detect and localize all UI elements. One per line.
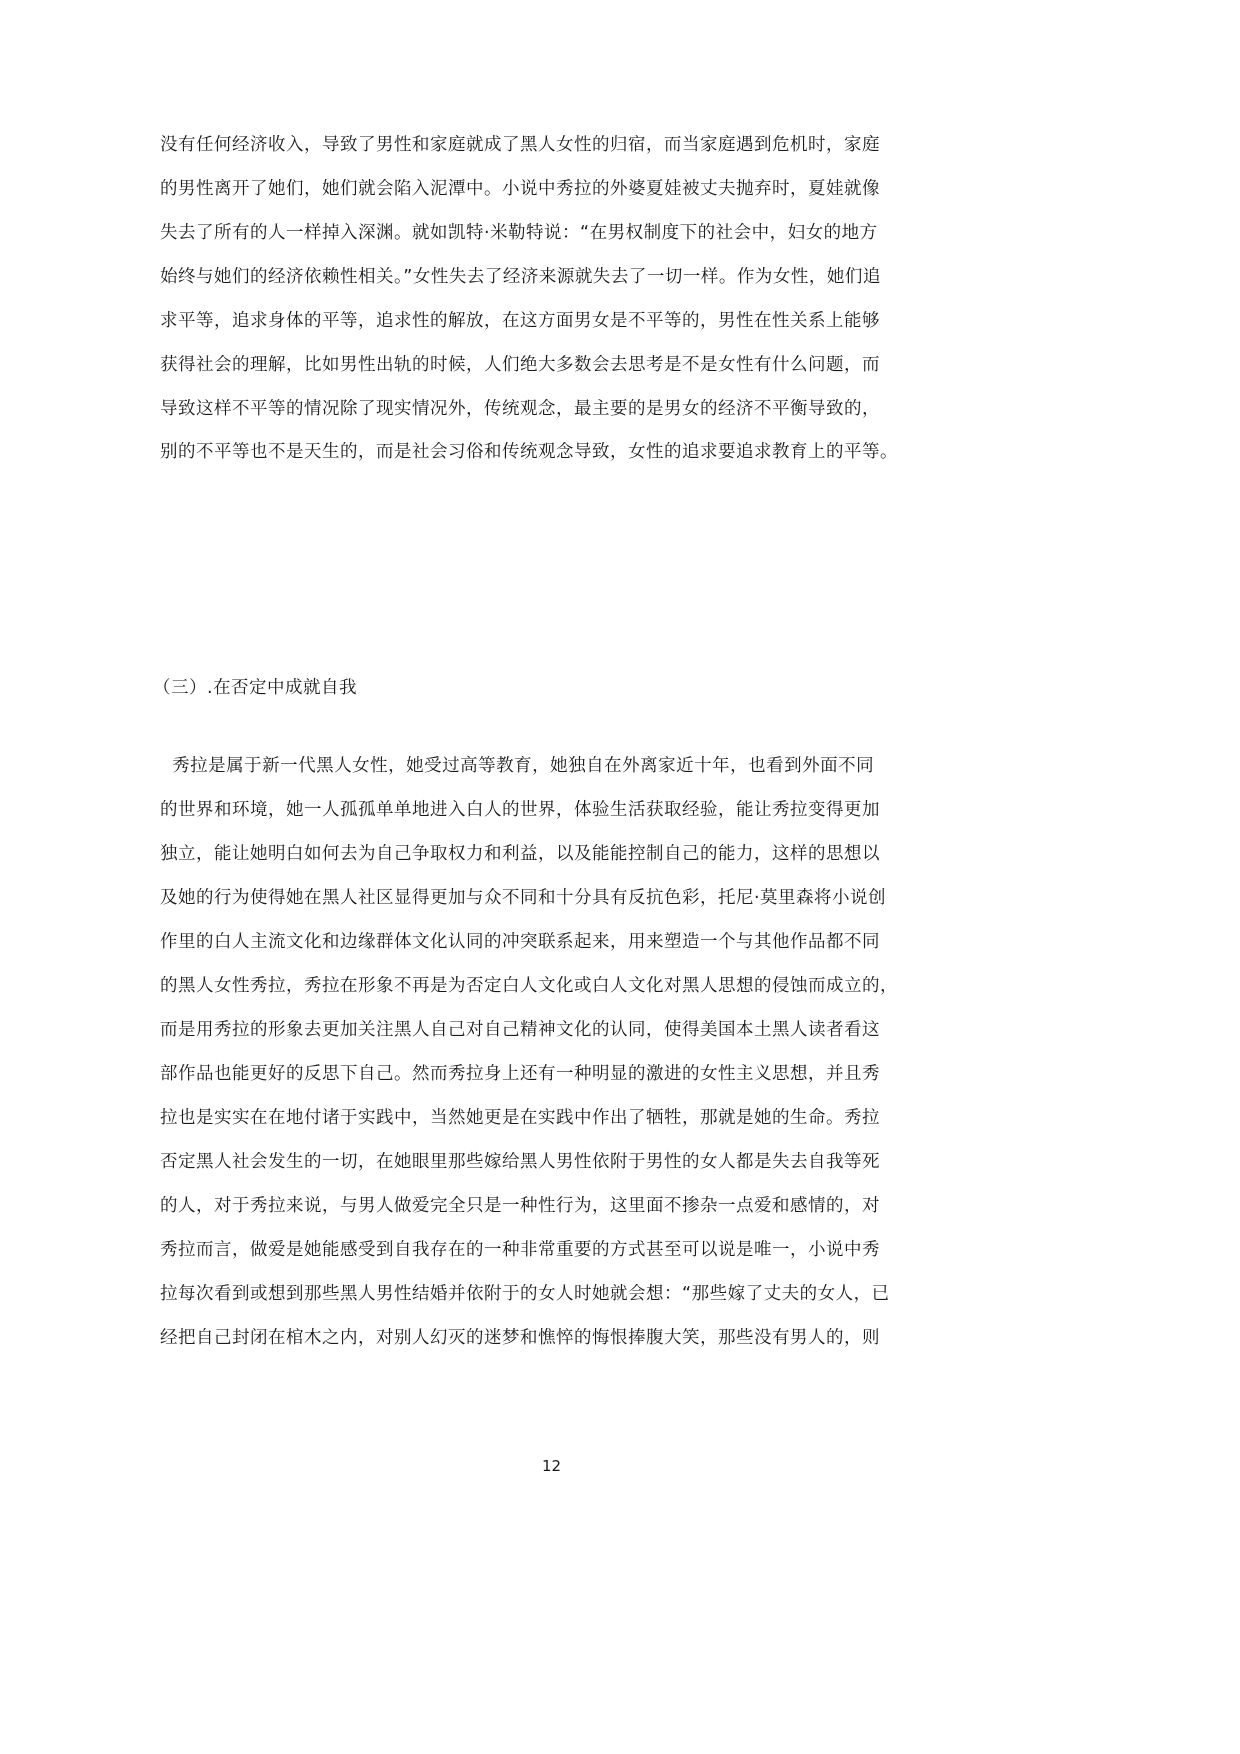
text-line: 经把自己封闭在棺木之内，对别人幻灭的迷梦和憔悴的悔恨捧腹大笑，那些没有男人的，则	[160, 1328, 880, 1348]
text-line: 的世界和环境，她一人孤孤单单地进入白人的世界，体验生活获取经验，能让秀拉变得更加	[160, 800, 880, 820]
text-line: 秀拉是属于新一代黑人女性，她受过高等教育，她独自在外离家近十年，也看到外面不同	[160, 756, 875, 776]
text-line: 拉每次看到或想到那些黑人男性结婚并依附于的女人时她就会想：“那些嫁了丈夫的女人，已	[160, 1284, 890, 1304]
text-line: 部作品也能更好的反思下自己。然而秀拉身上还有一种明显的激进的女性主义思想，并且秀	[160, 1064, 880, 1084]
text-line: 的男性离开了她们，她们就会陷入泥潭中。小说中秀拉的外婆夏娃被丈夫抛弃时，夏娃就像	[160, 179, 880, 199]
text-line: 别的不平等也不是天生的，而是社会习俗和传统观念导致，女性的追求要追求教育上的平等。	[160, 442, 898, 462]
text-line: 的人，对于秀拉来说，与男人做爱完全只是一种性行为，这里面不掺杂一点爱和感情的，对	[160, 1196, 880, 1216]
text-line: 始终与她们的经济依赖性相关。”女性失去了经济来源就失去了一切一样。作为女性，她们追	[160, 267, 881, 287]
text-line: 没有任何经济收入，导致了男性和家庭就成了黑人女性的归宿，而当家庭遇到危机时，家庭	[160, 135, 880, 155]
section-heading: （三）.在否定中成就自我	[153, 678, 358, 698]
text-line: 作里的白人主流文化和边缘群体文化认同的冲突联系起来，用来塑造一个与其他作品都不同	[160, 932, 880, 952]
text-line: 失去了所有的人一样掉入深渊。就如凯特·米勒特说：“在男权制度下的社会中，妇女的地方	[160, 223, 878, 243]
text-line: 获得社会的理解，比如男性出轨的时候，人们绝大多数会去思考是不是女性有什么问题，而	[160, 355, 880, 375]
text-line: 导致这样不平等的情况除了现实情况外，传统观念，最主要的是男女的经济不平衡导致的，	[160, 399, 880, 419]
page-number: 12	[541, 1457, 562, 1475]
text-line: 而是用秀拉的形象去更加关注黑人自己对自己精神文化的认同，使得美国本土黑人读者看这	[160, 1020, 880, 1040]
text-line: 求平等，追求身体的平等，追求性的解放，在这方面男女是不平等的，男性在性关系上能够	[160, 311, 880, 331]
text-line: 及她的行为使得她在黑人社区显得更加与众不同和十分具有反抗色彩，托尼·莫里森将小说创	[160, 888, 887, 908]
text-line: 否定黑人社会发生的一切，在她眼里那些嫁给黑人男性依附于男性的女人都是失去自我等死	[160, 1152, 880, 1172]
text-line: 秀拉而言，做爱是她能感受到自我存在的一种非常重要的方式甚至可以说是唯一，小说中秀	[160, 1240, 880, 1260]
text-line: 独立，能让她明白如何去为自己争取权力和利益，以及能能控制自己的能力，这样的思想以	[160, 844, 880, 864]
text-line: 的黑人女性秀拉，秀拉在形象不再是为否定白人文化或白人文化对黑人思想的侵蚀而成立的，	[160, 976, 898, 996]
text-line: 拉也是实实在在地付诸于实践中，当然她更是在实践中作出了牺牲，那就是她的生命。秀拉	[160, 1108, 880, 1128]
